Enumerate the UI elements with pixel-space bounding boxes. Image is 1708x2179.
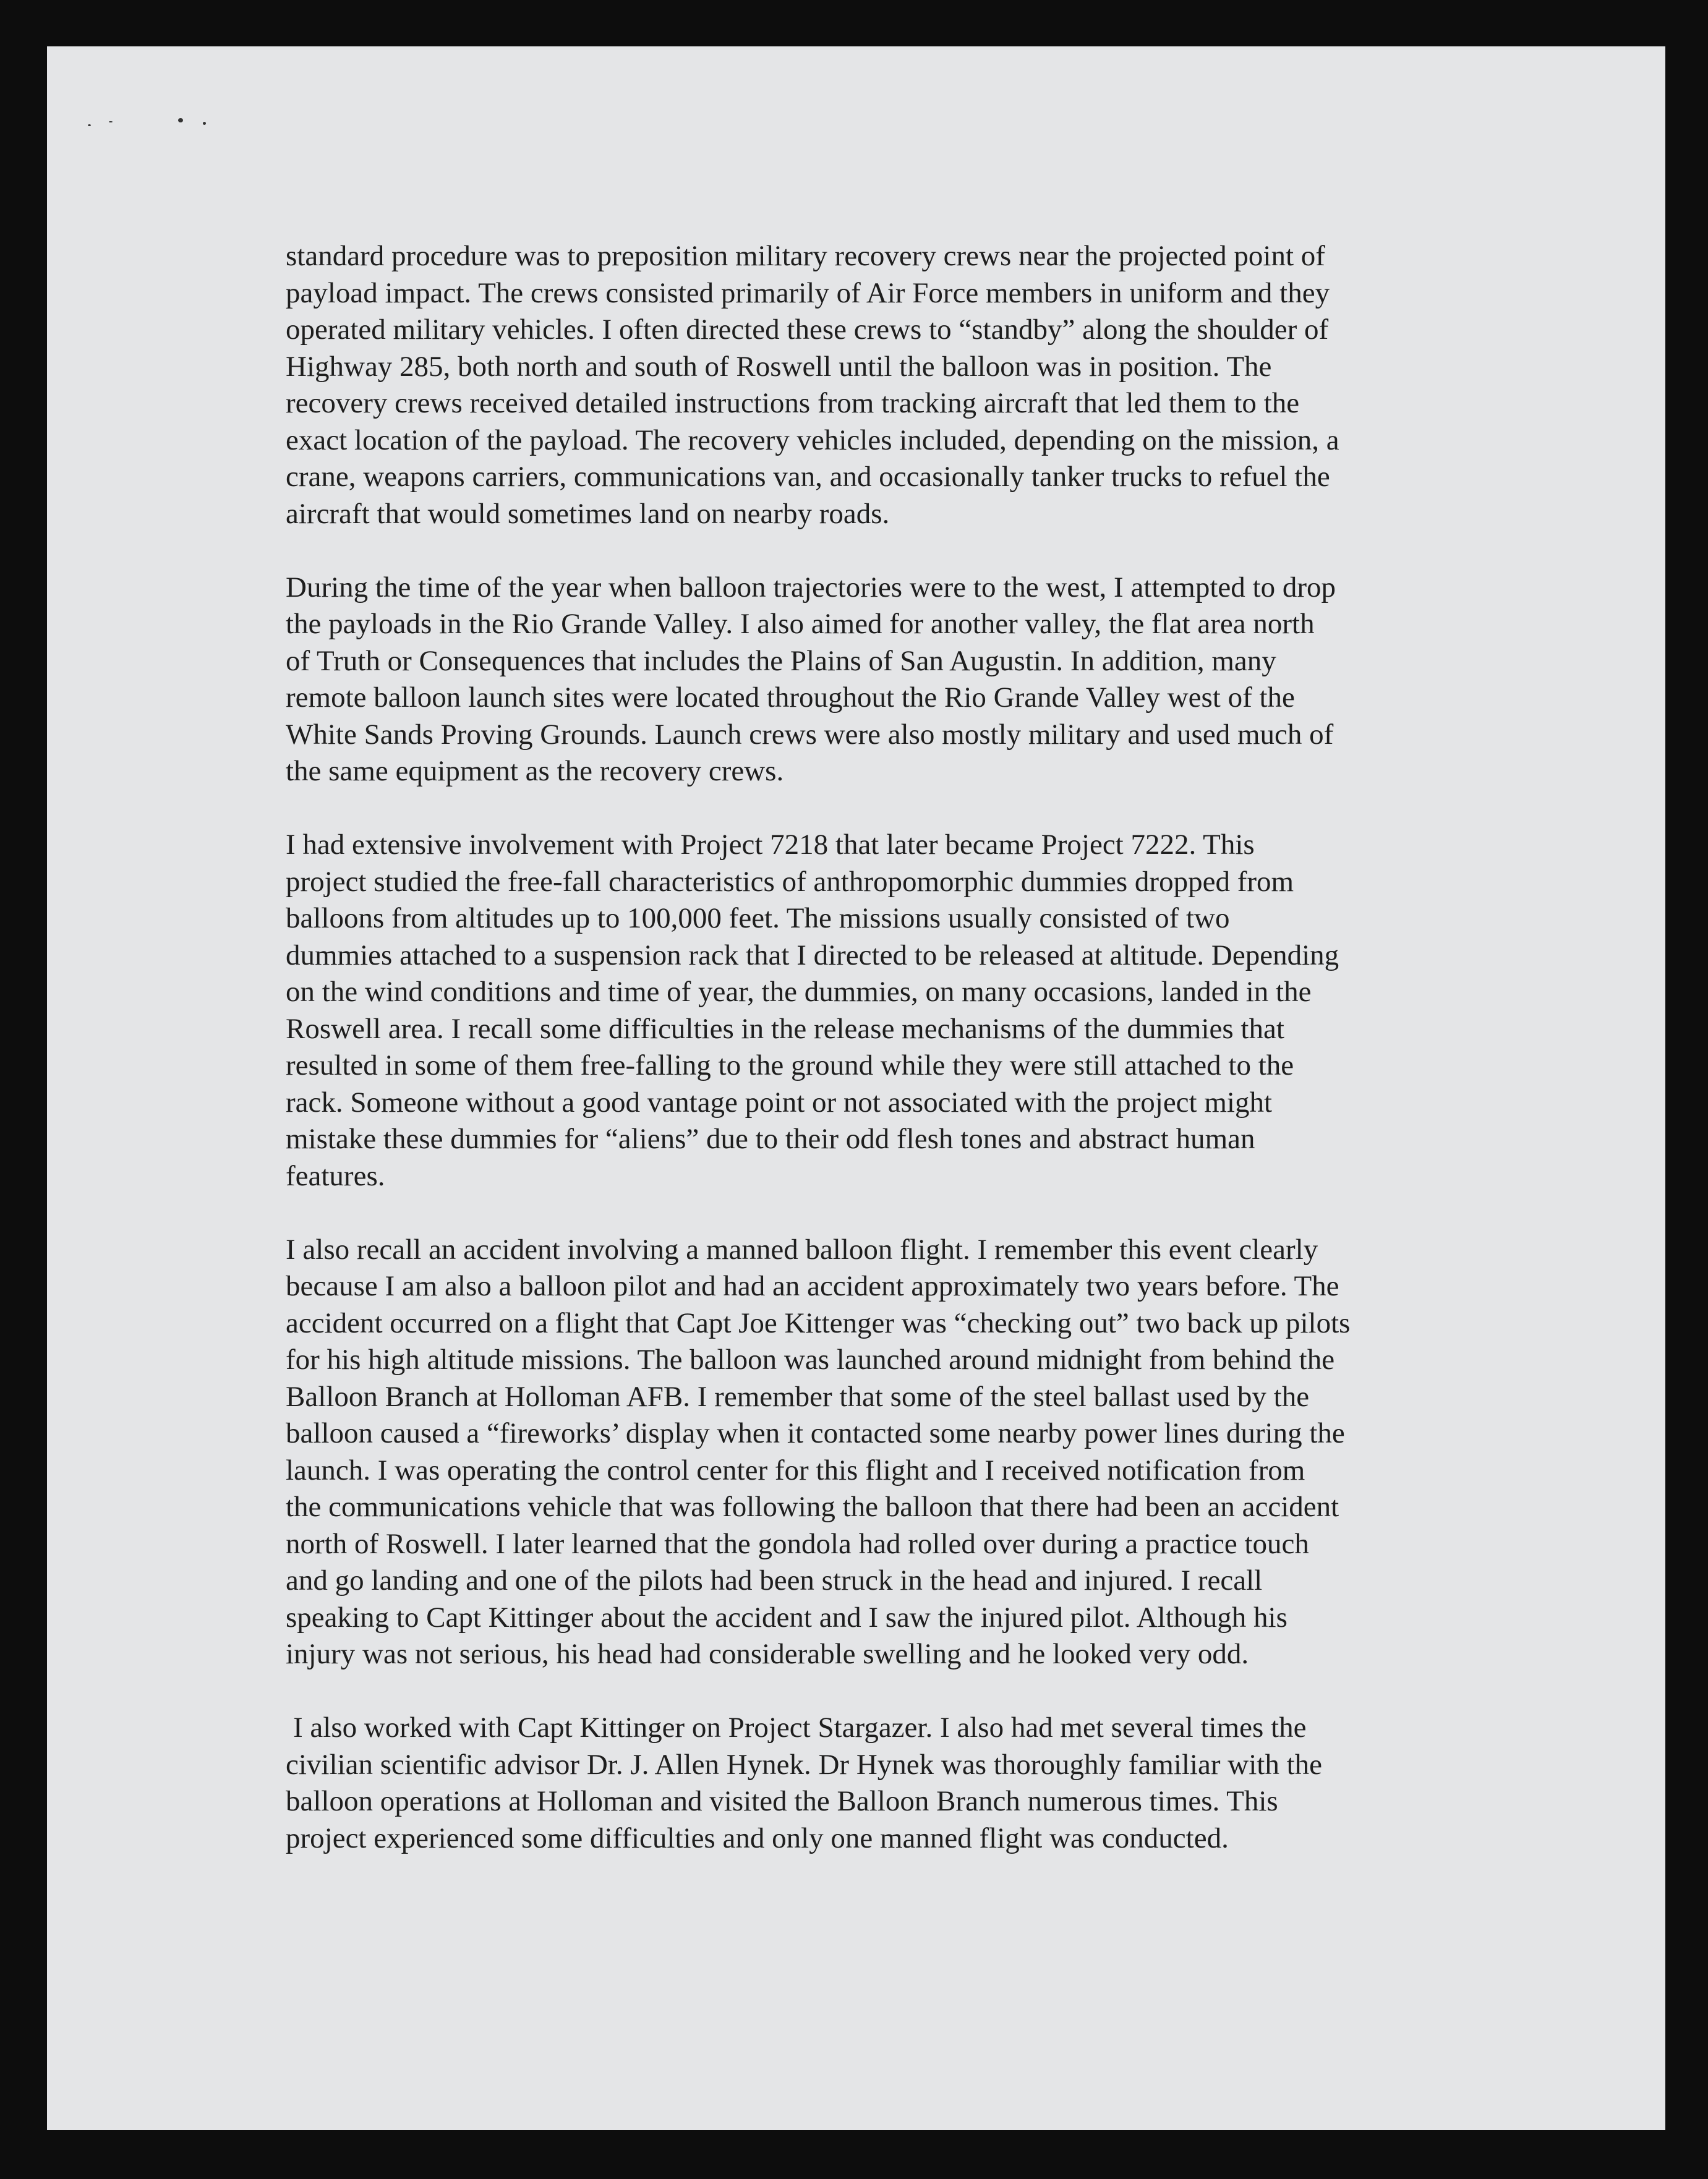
paragraph-manned-balloon-accident	[286, 1232, 1492, 1673]
paragraph-trajectories	[286, 569, 1492, 790]
text-line: White Sands Proving Grounds. Launch crews were also mostly military and used much of	[286, 718, 1334, 751]
text-line: crane, weapons carriers, communications van, and occasionally tanker trucks to refuel the	[286, 461, 1330, 493]
text-line: injury was not serious, his head had considerable swelling and he looked very odd.	[286, 1638, 1249, 1670]
text-line: launch. I was operating the control center for this flight and I received notification from	[286, 1454, 1305, 1486]
text-line: recovery crews received detailed instructions from tracking aircraft that led them to the	[286, 387, 1300, 419]
text-line: balloon operations at Holloman and visited the Balloon Branch numerous times. This	[286, 1785, 1278, 1817]
text-line: features.	[286, 1159, 385, 1192]
scan-speck	[109, 121, 113, 122]
scan-speck	[88, 124, 91, 126]
paragraph-recovery-crews	[286, 238, 1492, 532]
text-line: for his high altitude missions. The balloon was launched around midnight from behind the	[286, 1344, 1335, 1376]
text-line: the same equipment as the recovery crews.	[286, 755, 784, 787]
text-line: mistake these dummies for “aliens” due to their odd flesh tones and abstract human	[286, 1123, 1255, 1155]
text-line: During the time of the year when balloon trajectories were to the west, I attempted to drop	[286, 571, 1336, 603]
text-line: resulted in some of them free-falling to the ground while they were still attached to the	[286, 1049, 1294, 1081]
text-line: operated military vehicles. I often directed these crews to “standby” along the shoulder of	[286, 313, 1329, 346]
scan-speck	[203, 122, 206, 125]
text-line: exact location of the payload. The recovery vehicles included, depending on the mission, a	[286, 424, 1339, 456]
text-line: rack. Someone without a good vantage point or not associated with the project might	[286, 1086, 1273, 1119]
text-line: balloons from altitudes up to 100,000 feet. The missions usually consisted of two	[286, 902, 1230, 934]
text-line: speaking to Capt Kittinger about the accident and I saw the injured pilot. Although his	[286, 1601, 1287, 1634]
text-line: north of Roswell. I later learned that the gondola had rolled over during a practice touch	[286, 1527, 1309, 1560]
text-line: because I am also a balloon pilot and had an accident approximately two years before. The	[286, 1270, 1339, 1302]
text-line: dummies attached to a suspension rack that I directed to be released at altitude. Depending	[286, 939, 1339, 971]
text-line: Roswell area. I recall some difficulties in the release mechanisms of the dummies that	[286, 1012, 1284, 1045]
paragraph-project-7218	[286, 827, 1492, 1195]
text-line: remote balloon launch sites were located throughout the Rio Grande Valley west of the	[286, 681, 1295, 714]
text-line: civilian scientific advisor Dr. J. Allen Hynek. Dr Hynek was thoroughly familiar with the	[286, 1748, 1322, 1781]
text-line: of Truth or Consequences that includes the Plains of San Augustin. In addition, many	[286, 644, 1276, 677]
text-line: the communications vehicle that was following the balloon that there had been an accident	[286, 1491, 1339, 1523]
text-line: on the wind conditions and time of year, the dummies, on many occasions, landed in the	[286, 976, 1312, 1008]
scan-speck	[178, 118, 183, 122]
text-line: accident occurred on a flight that Capt Joe Kittenger was “checking out” two back up pilots	[286, 1307, 1351, 1339]
text-line: and go landing and one of the pilots had been struck in the head and injured. I recall	[286, 1564, 1263, 1597]
text-line: I had extensive involvement with Project 7218 that later became Project 7222. This	[286, 829, 1255, 861]
text-line: balloon caused a “fireworks’ display when it contacted some nearby power lines during the	[286, 1417, 1345, 1449]
text-line: standard procedure was to preposition military recovery crews near the projected point of	[286, 240, 1325, 272]
document-page	[47, 46, 1665, 2130]
text-line: aircraft that would sometimes land on nearby roads.	[286, 497, 890, 530]
text-line: project studied the free-fall characteristics of anthropomorphic dummies dropped from	[286, 865, 1294, 898]
text-line: Highway 285, both north and south of Roswell until the balloon was in position. The	[286, 350, 1272, 383]
text-line: I also worked with Capt Kittinger on Project Stargazer. I also had met several times the	[293, 1712, 1307, 1744]
text-line: I also recall an accident involving a manned balloon flight. I remember this event clearly	[286, 1233, 1318, 1266]
paragraph-project-stargazer	[286, 1710, 1492, 1857]
text-line: payload impact. The crews consisted primarily of Air Force members in uniform and they	[286, 276, 1330, 309]
document-body	[286, 238, 1492, 1894]
text-line: Balloon Branch at Holloman AFB. I remember that some of the steel ballast used by the	[286, 1380, 1310, 1413]
text-line: the payloads in the Rio Grande Valley. I also aimed for another valley, the flat area north	[286, 608, 1315, 640]
text-line: project experienced some difficulties and only one manned flight was conducted.	[286, 1822, 1229, 1854]
